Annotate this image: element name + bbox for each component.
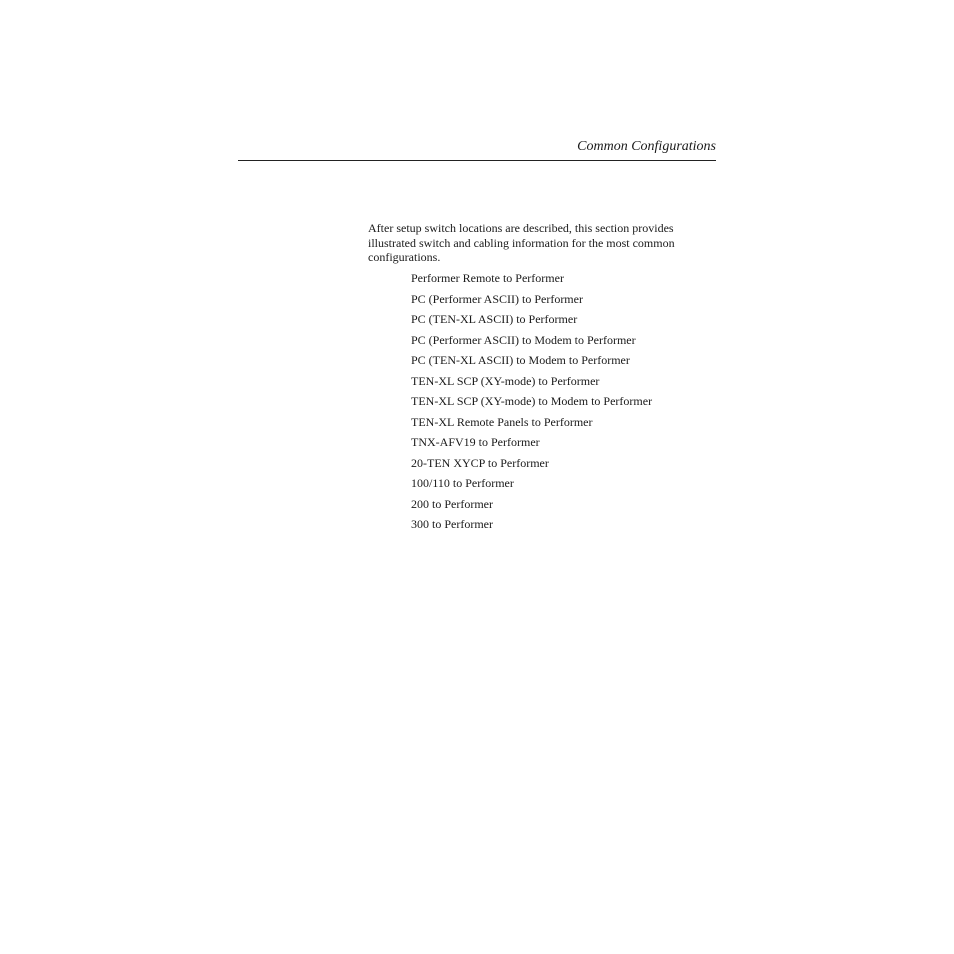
- list-item: TEN-XL SCP (XY-mode) to Performer: [411, 373, 600, 388]
- list-item: Performer Remote to Performer: [411, 271, 564, 285]
- configuration-list: [411, 270, 652, 537]
- list-item: PC (Performer ASCII) to Modem to Performer: [411, 332, 636, 347]
- list-item: PC (TEN-XL ASCII) to Modem to Performer: [411, 353, 630, 367]
- list-item: PC (TEN-XL ASCII) to Performer: [411, 312, 578, 326]
- list-item: 20-TEN XYCP to Performer: [411, 455, 549, 470]
- header-title: Common Configurations: [577, 139, 716, 154]
- list-item: 300 to Performer: [411, 517, 493, 531]
- list-item: PC (Performer ASCII) to Performer: [411, 291, 583, 306]
- list-item: 100/110 to Performer: [411, 476, 514, 490]
- running-header: [238, 138, 716, 161]
- list-item: 200 to Performer: [411, 496, 493, 511]
- list-item: TEN-XL Remote Panels to Performer: [411, 414, 593, 429]
- list-item: TNX-AFV19 to Performer: [411, 435, 540, 449]
- intro-paragraph: After setup switch locations are described, this section provides illustrated switch and cabling information for the most common configurations.: [368, 221, 675, 265]
- list-item: TEN-XL SCP (XY-mode) to Modem to Performer: [411, 394, 653, 408]
